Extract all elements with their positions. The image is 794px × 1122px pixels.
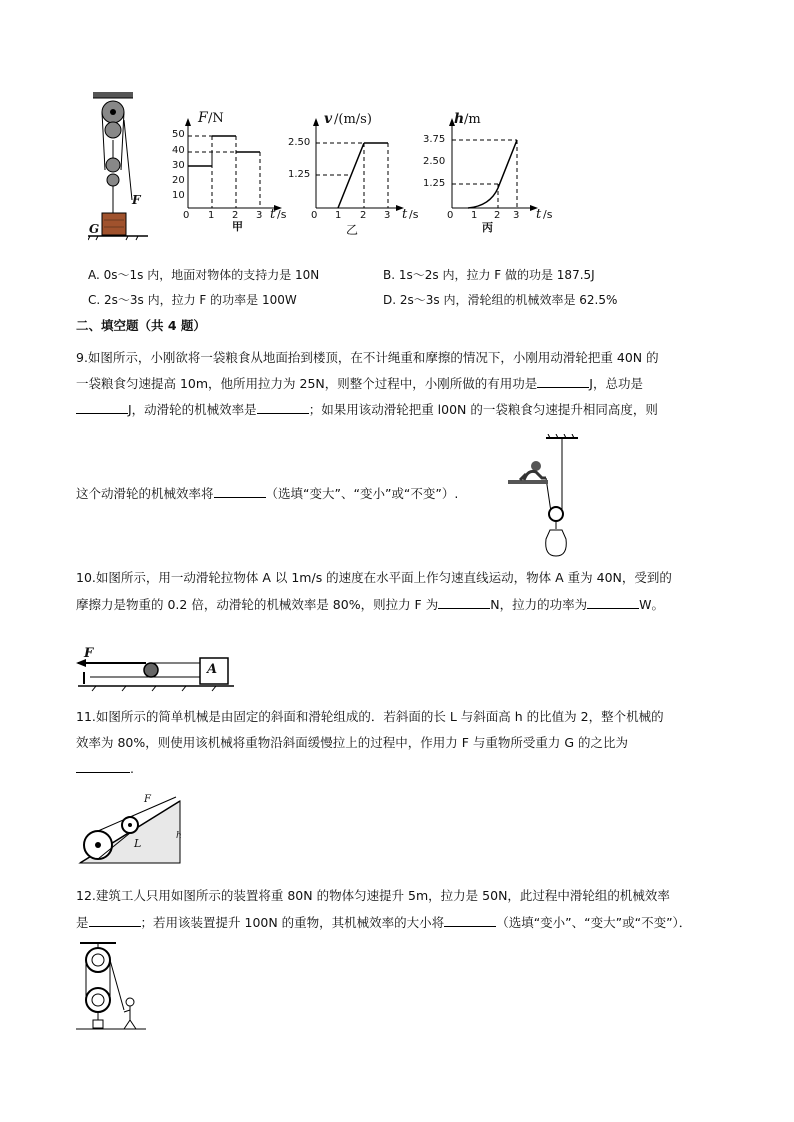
- q11-blank-ratio[interactable]: [76, 759, 130, 773]
- graph-caption: 丙: [482, 221, 493, 234]
- height-label: h: [176, 831, 182, 841]
- force-label: F: [144, 794, 151, 805]
- x-tick: 1: [208, 210, 215, 221]
- y-tick: 1.25: [423, 178, 446, 189]
- q12-text: 是: [76, 915, 89, 930]
- q11-line3: [76, 759, 134, 778]
- q12-blank-change[interactable]: [444, 913, 496, 927]
- block-label: A: [207, 662, 218, 677]
- y-tick: 30: [172, 160, 185, 171]
- section-title: 二、填空题（共 4 题）: [76, 318, 206, 333]
- x-axis-var: t: [270, 207, 276, 222]
- q9-figure-man-pulley: [506, 434, 586, 559]
- y-axis-unit: /(m/s): [334, 112, 372, 127]
- y-axis-var: h: [454, 111, 465, 127]
- q9-blank-change[interactable]: [214, 484, 266, 498]
- option-d[interactable]: D. 2s～3s 内，滑轮组的机械效率是 62.5%: [383, 293, 618, 307]
- x-tick: 2: [232, 210, 239, 221]
- q12-text: ；若用该装置提升 100N 的重物，其机械效率的大小将: [140, 915, 445, 930]
- x-tick: 1: [471, 210, 478, 221]
- q10-text: W。: [639, 597, 664, 612]
- q9-text: 这个动滑轮的机械效率将: [76, 486, 214, 501]
- q9-text: J，动滑轮的机械效率是: [128, 402, 257, 417]
- q10-blank-power[interactable]: [587, 595, 639, 609]
- q12-blank-efficiency[interactable]: [89, 913, 141, 927]
- q9-line3: [76, 400, 658, 419]
- y-tick: 50: [172, 129, 185, 140]
- weight-label: G: [89, 222, 100, 236]
- x-tick: 0: [311, 210, 318, 221]
- y-axis-unit: /N: [208, 111, 224, 126]
- q9-blank-useful-work[interactable]: [537, 374, 589, 388]
- x-axis-var: t: [536, 207, 542, 222]
- x-tick: 0: [447, 210, 454, 221]
- q12-figure-pulley-block: [76, 940, 146, 1032]
- q10-line2: [76, 595, 664, 614]
- x-tick: 2: [494, 210, 501, 221]
- force-label: F: [132, 193, 141, 207]
- q9-line2: [76, 374, 643, 393]
- y-axis-var: v: [324, 111, 333, 127]
- option-a[interactable]: A. 0s～1s 内，地面对物体的支持力是 10N: [88, 268, 320, 282]
- q9-blank-efficiency[interactable]: [257, 400, 309, 414]
- x-axis-unit: /s: [277, 208, 287, 221]
- q9-line4: [76, 484, 458, 503]
- y-tick: 1.25: [288, 169, 311, 180]
- q10-text: N，拉力的功率为: [490, 597, 588, 612]
- graph-yi: [288, 108, 428, 238]
- x-tick: 2: [360, 210, 367, 221]
- q10-text: 摩擦力是物重的 0.2 倍，动滑轮的机械效率是 80%，则拉力 F 为: [76, 597, 439, 612]
- q11-line1: 11.如图所示的简单机械是由固定的斜面和滑轮组成的．若斜面的长 L 与斜面高 h 的比值为 2，整个机械的: [76, 709, 664, 724]
- x-tick: 3: [513, 210, 520, 221]
- y-tick: 3.75: [423, 134, 446, 145]
- y-tick: 2.50: [423, 156, 446, 167]
- x-axis-unit: /s: [543, 208, 553, 221]
- x-tick: 0: [183, 210, 190, 221]
- option-b[interactable]: B. 1s～2s 内，拉力 F 做的功是 187.5J: [383, 268, 595, 282]
- y-tick: 20: [172, 175, 185, 186]
- graph-caption: 甲: [232, 220, 243, 233]
- q9-text: 一袋粮食匀速提高 10m，他所用拉力为 25N，则整个过程中，小刚所做的有用功是: [76, 376, 538, 391]
- q12-line2: [76, 913, 691, 932]
- q12-text: （选填“变小”、“变大”或“不变”）．: [496, 915, 692, 930]
- q10-blank-force[interactable]: [438, 595, 490, 609]
- graph-jia: [170, 108, 290, 233]
- q9-line1: 9.如图所示，小刚欲将一袋粮食从地面抬到楼顶，在不计绳重和摩擦的情况下，小刚用动滑轮把重 40N 的: [76, 350, 659, 365]
- y-axis-unit: /m: [464, 112, 481, 127]
- q9-text: J，总功是: [589, 376, 643, 391]
- graph-caption: 乙: [346, 223, 359, 237]
- q10-line1: 10.如图所示，用一动滑轮拉物体 A 以 1m/s 的速度在水平面上作匀速直线运动，物体 A 重为 40N，受到的: [76, 570, 672, 585]
- y-axis-var: F: [198, 110, 208, 126]
- x-axis-unit: /s: [409, 208, 419, 221]
- q9-text: （选填“变大”、“变小”或“不变”）.: [265, 486, 459, 501]
- x-tick: 3: [384, 210, 391, 221]
- x-axis-var: t: [402, 207, 408, 222]
- force-label: F: [84, 646, 94, 661]
- q10-figure-horizontal-pulley: [76, 648, 236, 693]
- y-tick: 10: [172, 190, 185, 201]
- q9-blank-total-work[interactable]: [76, 400, 128, 414]
- x-tick: 3: [256, 210, 263, 221]
- q9-text: ；如果用该动滑轮把重 l00N 的一袋粮食匀速提升相同高度，则: [308, 402, 658, 417]
- graph-bing: [420, 108, 570, 238]
- q11-line2: 效率为 80%，则使用该机械将重物沿斜面缓慢拉上的过程中，作用力 F 与重物所受重力 G 的之比为: [76, 735, 629, 750]
- length-label: L: [134, 837, 142, 850]
- y-tick: 2.50: [288, 137, 311, 148]
- y-tick: 40: [172, 145, 185, 156]
- q12-line1: 12.建筑工人只用如图所示的装置将重 80N 的物体匀速提升 5m，拉力是 50N，此过程中滑轮组的机械效率: [76, 888, 670, 903]
- pulley-figure-top: [88, 90, 158, 245]
- q11-text: .: [130, 761, 134, 776]
- q11-figure-incline-pulley: [76, 793, 186, 868]
- x-tick: 1: [335, 210, 342, 221]
- option-c[interactable]: C. 2s～3s 内，拉力 F 的功率是 100W: [88, 293, 297, 307]
